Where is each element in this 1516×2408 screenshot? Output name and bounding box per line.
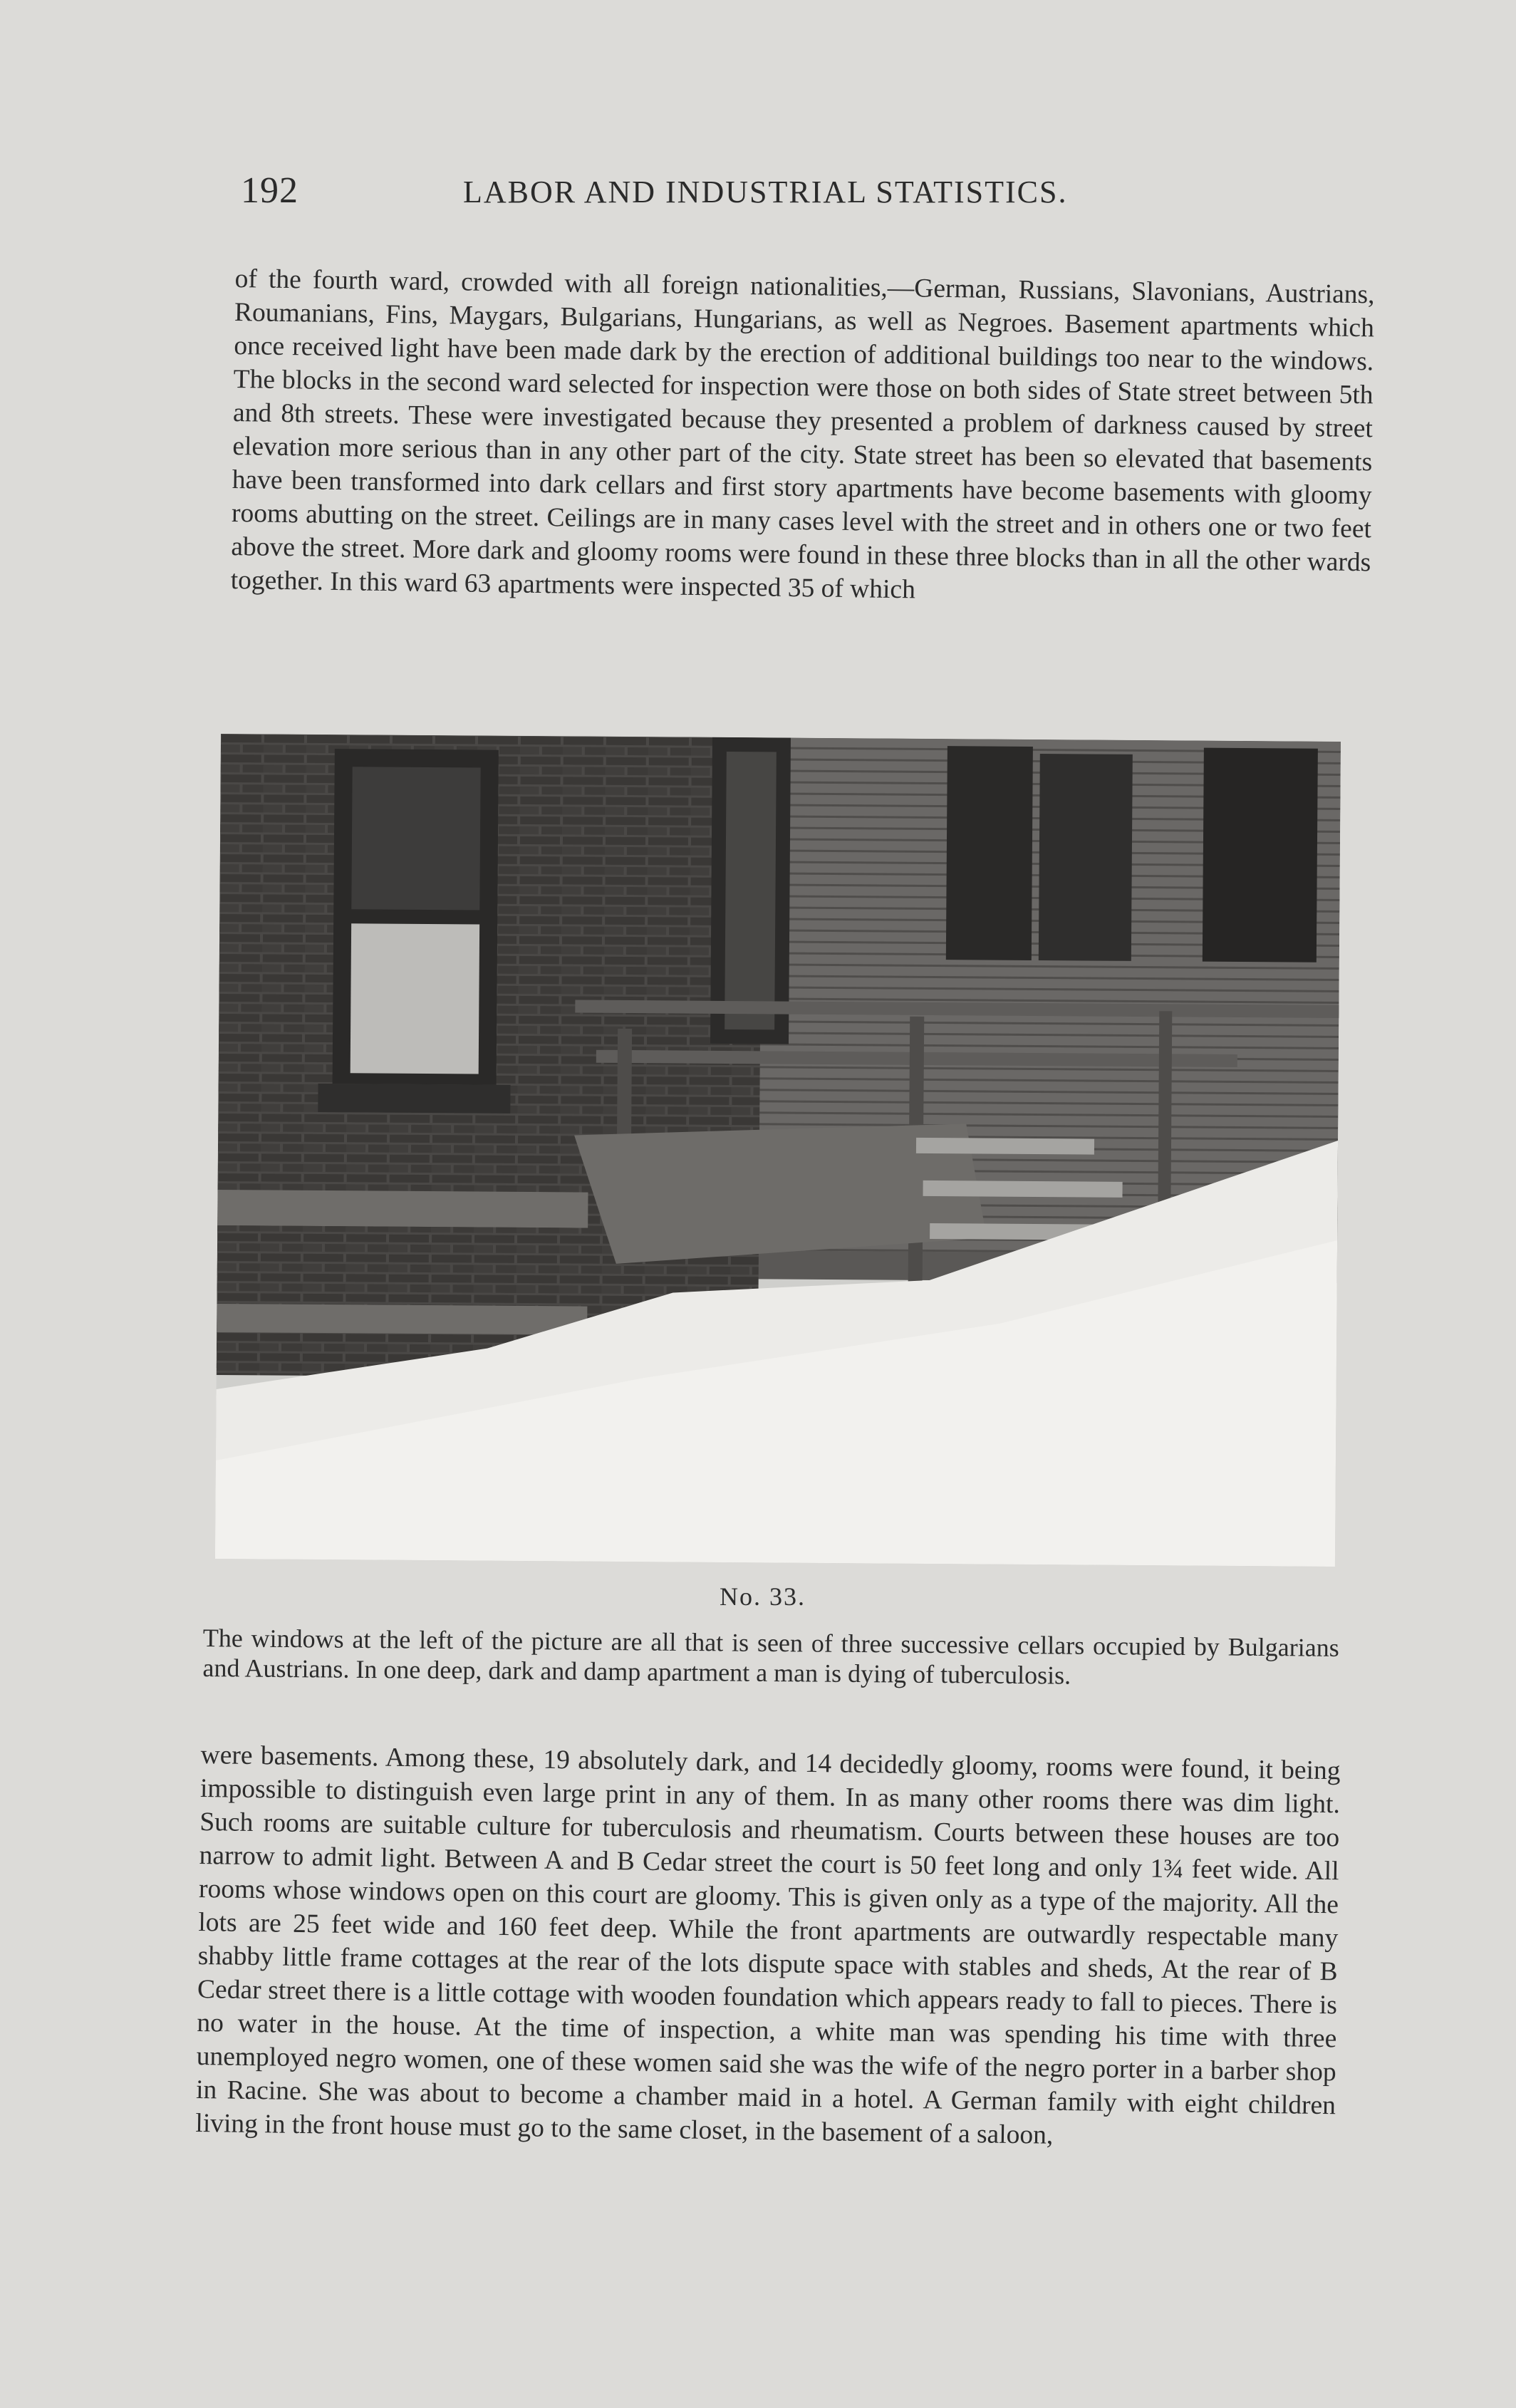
figure-number: No. 33. (720, 1582, 806, 1611)
figure-caption: The windows at the left of the picture are all that is seen of three successive cellars occupied by Bulgarians and Austrians. In one deep, dark and damp apartment a man is dying of tuberculosis. (202, 1624, 1339, 1690)
page-number: 192 (241, 170, 298, 211)
photograph-basement-windows (215, 734, 1341, 1567)
page-header (241, 170, 1381, 227)
paragraph-top: of the fourth ward, crowded with all foreign nationalities,—German, Russians, Slavonians, Austrians, Roumanians, Fins, Maygars, Bulgarians, Hungarians, as well as Negroes. Basement apartments which once received light have been made dark by the erection of additional buildings too near to the windows. The blocks in the second ward selected for inspection were those on both sides of State street between 5th and 8th streets. These were investigated because they presented a problem of darkness caused by street elevation more serious than in any other part of the city. State street has been so elevated that basements have been transformed into dark cellars and first story apartments have become basements with gloomy rooms abutting on the street. Ceilings are in many cases level with the street and in others one or two feet above the street. More dark and gloomy rooms were found in these three blocks than in all the other wards together. In this ward 63 apartments were inspected 35 of which (230, 264, 1375, 605)
paragraph-bottom: were basements. Among these, 19 absolutely dark, and 14 decidedly gloomy, rooms were found, it being impossible to distinguish even large print in any of them. In as many other rooms there was dim light. Such rooms are suitable culture for tuberculosis and rheumatism. Courts between these houses are too narrow to admit light. Between A and B Cedar street the court is 50 feet long and only 1¾ feet wide. All rooms whose windows open on this court are gloomy. This is given only as a type of the majority. All the lots are 25 feet wide and 160 feet deep. While the front apartments are outwardly respectable many shabby little frame cottages at the rear of the lots dispute space with stables and sheds, At the rear of B Cedar street there is a little cottage with wooden foundation which appears ready to fall to pieces. There is no water in the house. At the time of inspection, a white man was spending his time with three unemployed negro women, one of these women said she was the wife of the negro porter in a barber shop in Racine. She was about to become a chamber maid in a hotel. A German family with eight children living in the front house must go to the same closet, in the basement of a saloon, (195, 1740, 1341, 2150)
running-head: LABOR AND INDUSTRIAL STATISTICS. (463, 175, 1068, 209)
photo-illustration (215, 734, 1341, 1567)
body-text-bottom (195, 1738, 1341, 2156)
body-text-top (230, 262, 1374, 613)
